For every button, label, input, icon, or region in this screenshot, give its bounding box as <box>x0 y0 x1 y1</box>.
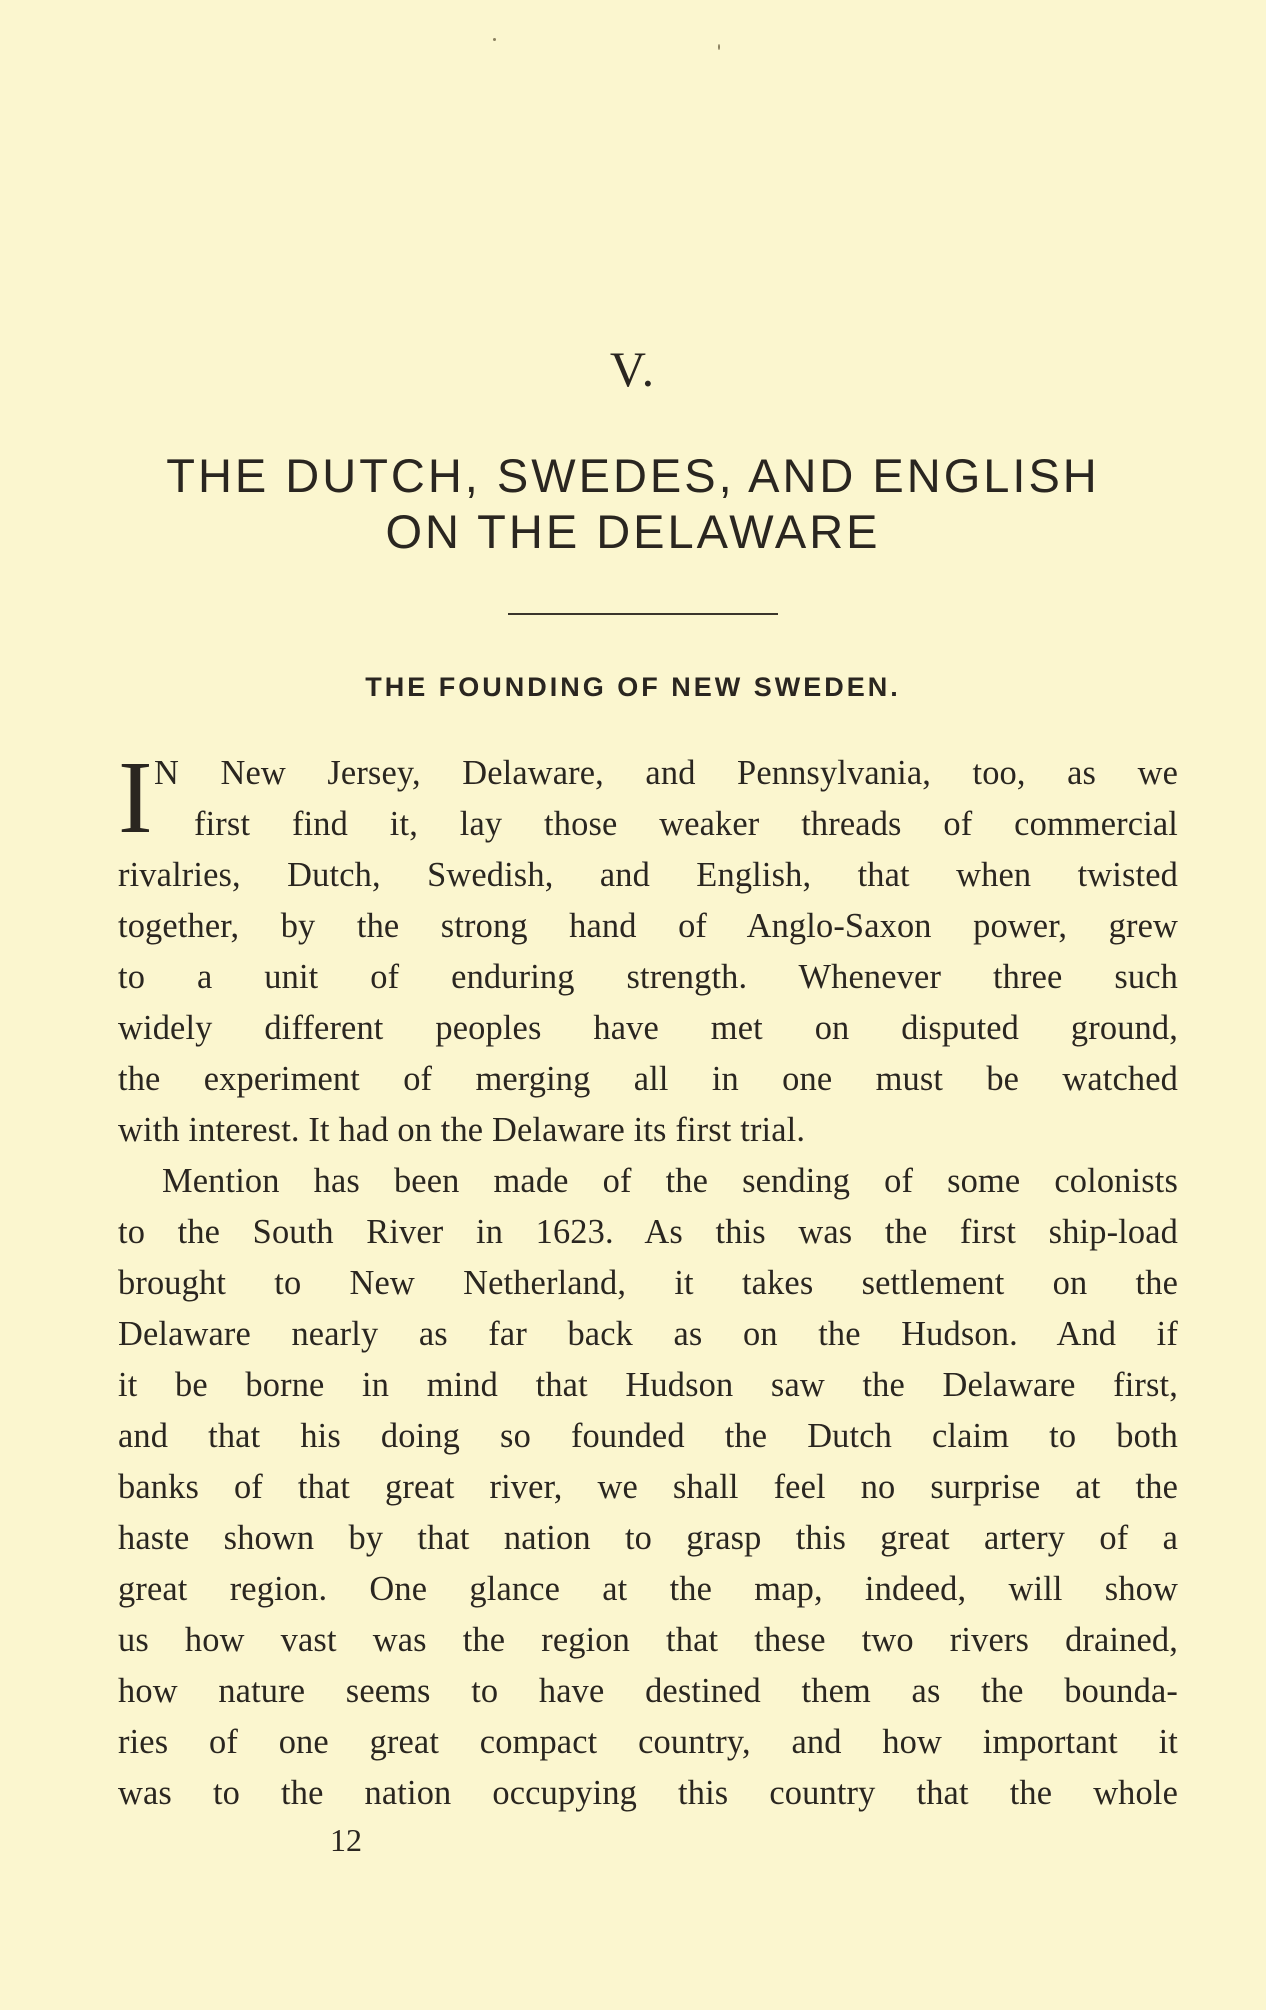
drop-cap: I <box>118 740 153 855</box>
text-line: widely different peoples have met on disputed ground, <box>118 1009 1178 1047</box>
chapter-title <box>0 448 1266 560</box>
body-text <box>118 740 1178 1819</box>
text-line: was to the nation occupying this country that the whole <box>118 1774 1178 1812</box>
text-line: banks of that great river, we shall feel no surprise at the <box>118 1468 1178 1506</box>
text-line: rivalries, Dutch, Swedish, and English, that when twisted <box>118 856 1178 894</box>
text-line: Mention has been made of the sending of some colonists <box>162 1162 1178 1200</box>
text-line: with interest. It had on the Delaware its first trial. <box>118 1111 806 1149</box>
text-line: and that his doing so founded the Dutch claim to both <box>118 1417 1178 1455</box>
text-line: ries of one great compact country, and how important it <box>118 1723 1178 1761</box>
text-line: Delaware nearly as far back as on the Hudson. And if <box>118 1315 1178 1353</box>
paper-speck <box>718 44 720 50</box>
page-number: 12 <box>330 1822 362 1858</box>
text-line: it be borne in mind that Hudson saw the Delaware first, <box>118 1366 1178 1404</box>
text-line: great region. One glance at the map, indeed, will show <box>118 1570 1178 1608</box>
text-line: first find it, lay those weaker threads of commercial <box>194 805 1178 843</box>
paragraph-2 <box>118 1156 1178 1819</box>
text-line: to a unit of enduring strength. Whenever three such <box>118 958 1178 996</box>
text-line: the experiment of merging all in one must be watched <box>118 1060 1178 1098</box>
paper-speck <box>493 38 496 41</box>
text-line: N New Jersey, Delaware, and Pennsylvania, too, as we <box>154 754 1178 792</box>
chapter-title-line-1: THE DUTCH, SWEDES, AND ENGLISH <box>166 449 1100 502</box>
text-line: to the South River in 1623. As this was the first ship-load <box>118 1213 1178 1251</box>
chapter-title-line-2: ON THE DELAWARE <box>385 505 881 558</box>
text-line: haste shown by that nation to grasp this great artery of a <box>118 1519 1178 1557</box>
chapter-number: V. <box>609 341 657 397</box>
section-heading: THE FOUNDING OF NEW SWEDEN. <box>365 672 901 702</box>
text-line: us how vast was the region that these two rivers drained, <box>118 1621 1178 1659</box>
text-line: brought to New Netherland, it takes settlement on the <box>118 1264 1178 1302</box>
title-divider <box>508 613 778 615</box>
paragraph-1 <box>118 740 1178 1156</box>
text-line: together, by the strong hand of Anglo-Saxon power, grew <box>118 907 1178 945</box>
text-line: how nature seems to have destined them as the bounda- <box>118 1672 1178 1710</box>
